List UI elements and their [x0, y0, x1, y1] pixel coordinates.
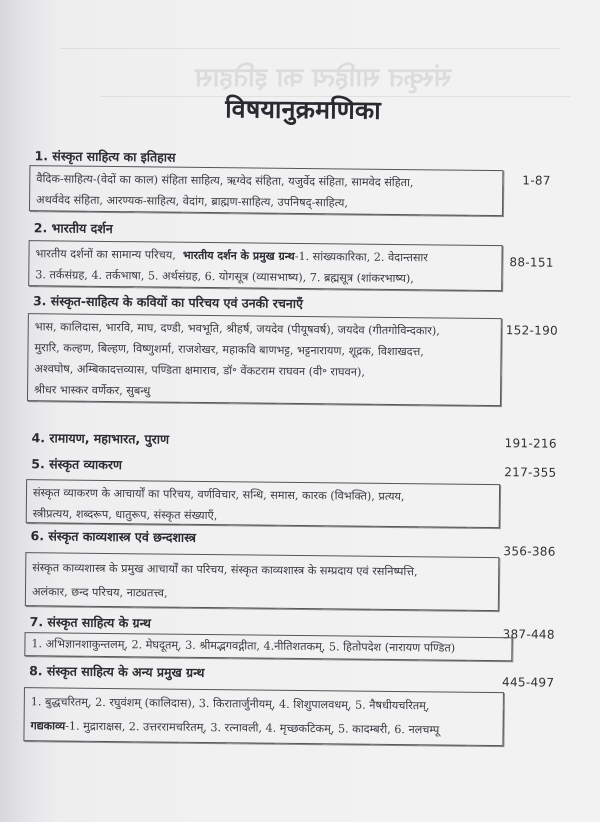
bleed-through-title: संस्कृत साहित्य का इतिहास [195, 63, 452, 93]
section-6-line-1: संस्कृत काव्यशास्त्र के प्रमुख आचार्यों का परिचय, संस्कृत काव्यशास्त्र के सम्प्रदाय एवं रसनिष्पत्ति, [32, 561, 418, 579]
section-3-line-2: मुरारि, कल्हण, बिल्हण, विष्णुशर्मा, राजशेखर, महाकवि बाणभट्ट, भट्टनारायण, शूद्रक, विशाखदत्त, [34, 341, 424, 359]
section-8-bold-suffix: -1. मुद्राराक्षस, 2. उत्तररामचरितम्, 3. रत्नावली, 4. मृच्छकटिकम्, 5. कादम्बरी, 6. नलचम्पू [65, 719, 440, 737]
section-4-pages: 191-216 [504, 436, 557, 451]
section-6-line-2: अलंकार, छन्द परिचय, नाट्यतत्त्व, [31, 585, 168, 600]
section-5-line-1: संस्कृत व्याकरण के आचार्यों का परिचय, वर्णविचार, सन्धि, समास, कारक (विभक्ति), प्रत्यय, [32, 486, 405, 504]
section-8-line-2 [30, 714, 496, 743]
section-1-pages: 1-87 [522, 173, 551, 188]
section-8-box [23, 687, 504, 746]
section-6-box [25, 552, 500, 611]
section-2-box [28, 240, 502, 291]
section-2-bold-label: भारतीय दर्शन के प्रमुख ग्रन्थ [182, 248, 295, 263]
section-8-line-1: 1. बुद्धचरितम्, 2. रघुवंशम् (कालिदास), 3. किरातार्जुनीयम्, 4. शिशुपालवधम्, 5. नैषधीयचरितम्, [30, 695, 430, 713]
section-2-line-2: 3. तर्कसंग्रह, 4. तर्कभाषा, 5. अर्थसंग्रह, 6. योगसूत्र (व्यासभाष्य), 7. ब्रह्मसूत्र (शांकरभाष्य), [35, 268, 414, 286]
section-2-heading: 2. भारतीय दर्शन [33, 220, 113, 237]
section-7-line-1: 1. अभिज्ञानशाकुन्तलम्, 2. मेघदूतम्, 3. श्रीमद्भगवद्गीता, 4.नीतिशतकम्, 5. हितोपदेश (नारायण पण्डित) [31, 637, 456, 655]
section-4-heading: 4. रामायण, महाभारत, पुराण [31, 430, 170, 447]
section-7-heading: 7. संस्कृत साहित्य के ग्रन्थ [29, 614, 152, 631]
section-3-line-4: श्रीधर भास्कर वर्णेकर, सुबन्धु [34, 383, 151, 398]
section-8-pages: 445-497 [501, 675, 555, 690]
section-1-box [29, 165, 503, 216]
section-7-box [24, 632, 512, 661]
section-6-heading: 6. संस्कृत काव्यशास्त्र एवं छन्दशास्त्र [30, 528, 197, 545]
section-3-line-1: भास, कालिदास, भारवि, माघ, दण्डी, भवभूति, श्रीहर्ष, जयदेव (पीयूषवर्ष), जयदेव (गीतगोविन्दकार), [34, 320, 440, 338]
section-2-pages: 88-151 [509, 255, 554, 270]
section-2-line-1-text: भारतीय दर्शनों का सामान्य परिचय, [35, 247, 176, 262]
section-8-bold-label: गद्यकाव्य [30, 719, 66, 733]
section-1-line-2: अथर्ववेद संहिता, आरण्यक-साहित्य, वेदांग, ब्राह्मण-साहित्य, उपनिषद्-साहित्य, [36, 193, 348, 210]
section-3-pages: 152-190 [505, 323, 559, 338]
section-5-heading: 5. संस्कृत व्याकरण [31, 456, 123, 473]
section-3-heading: 3. संस्कृत-साहित्य के कवियों का परिचय एवं उनकी रचनाएँ [32, 293, 303, 312]
page-title: विषयानुक्रमणिका [225, 94, 382, 125]
section-7-pages: 387-448 [502, 627, 555, 642]
section-3-box [27, 313, 502, 406]
section-3-line-3: अश्वघोष, अम्बिकादत्तव्यास, पण्डिता क्षमाराव, डॉ॰ वेंकटराम राघवन (वी॰ राघवन), [34, 362, 365, 379]
section-1-heading: 1. संस्कृत साहित्य का इतिहास [34, 148, 176, 165]
section-8-heading: 8. संस्कृत साहित्य के अन्य प्रमुख ग्रन्थ [29, 663, 205, 681]
section-5-pages: 217-355 [504, 465, 557, 480]
section-2-bold-suffix: -1. सांख्यकारिका, 2. वेदान्तसार [294, 249, 428, 265]
section-6-pages: 356-386 [503, 544, 556, 559]
section-5-box [26, 479, 500, 528]
section-5-line-2: स्त्रीप्रत्यय, शब्दरूप, धातुरूप, संस्कृत संख्याएँ, [32, 507, 218, 523]
section-1-line-1: वैदिक-साहित्य-(वेदों का काल) संहिता साहित्य, ऋग्वेद संहिता, यजुर्वेद संहिता, सामवेद संहिता, [36, 172, 414, 190]
